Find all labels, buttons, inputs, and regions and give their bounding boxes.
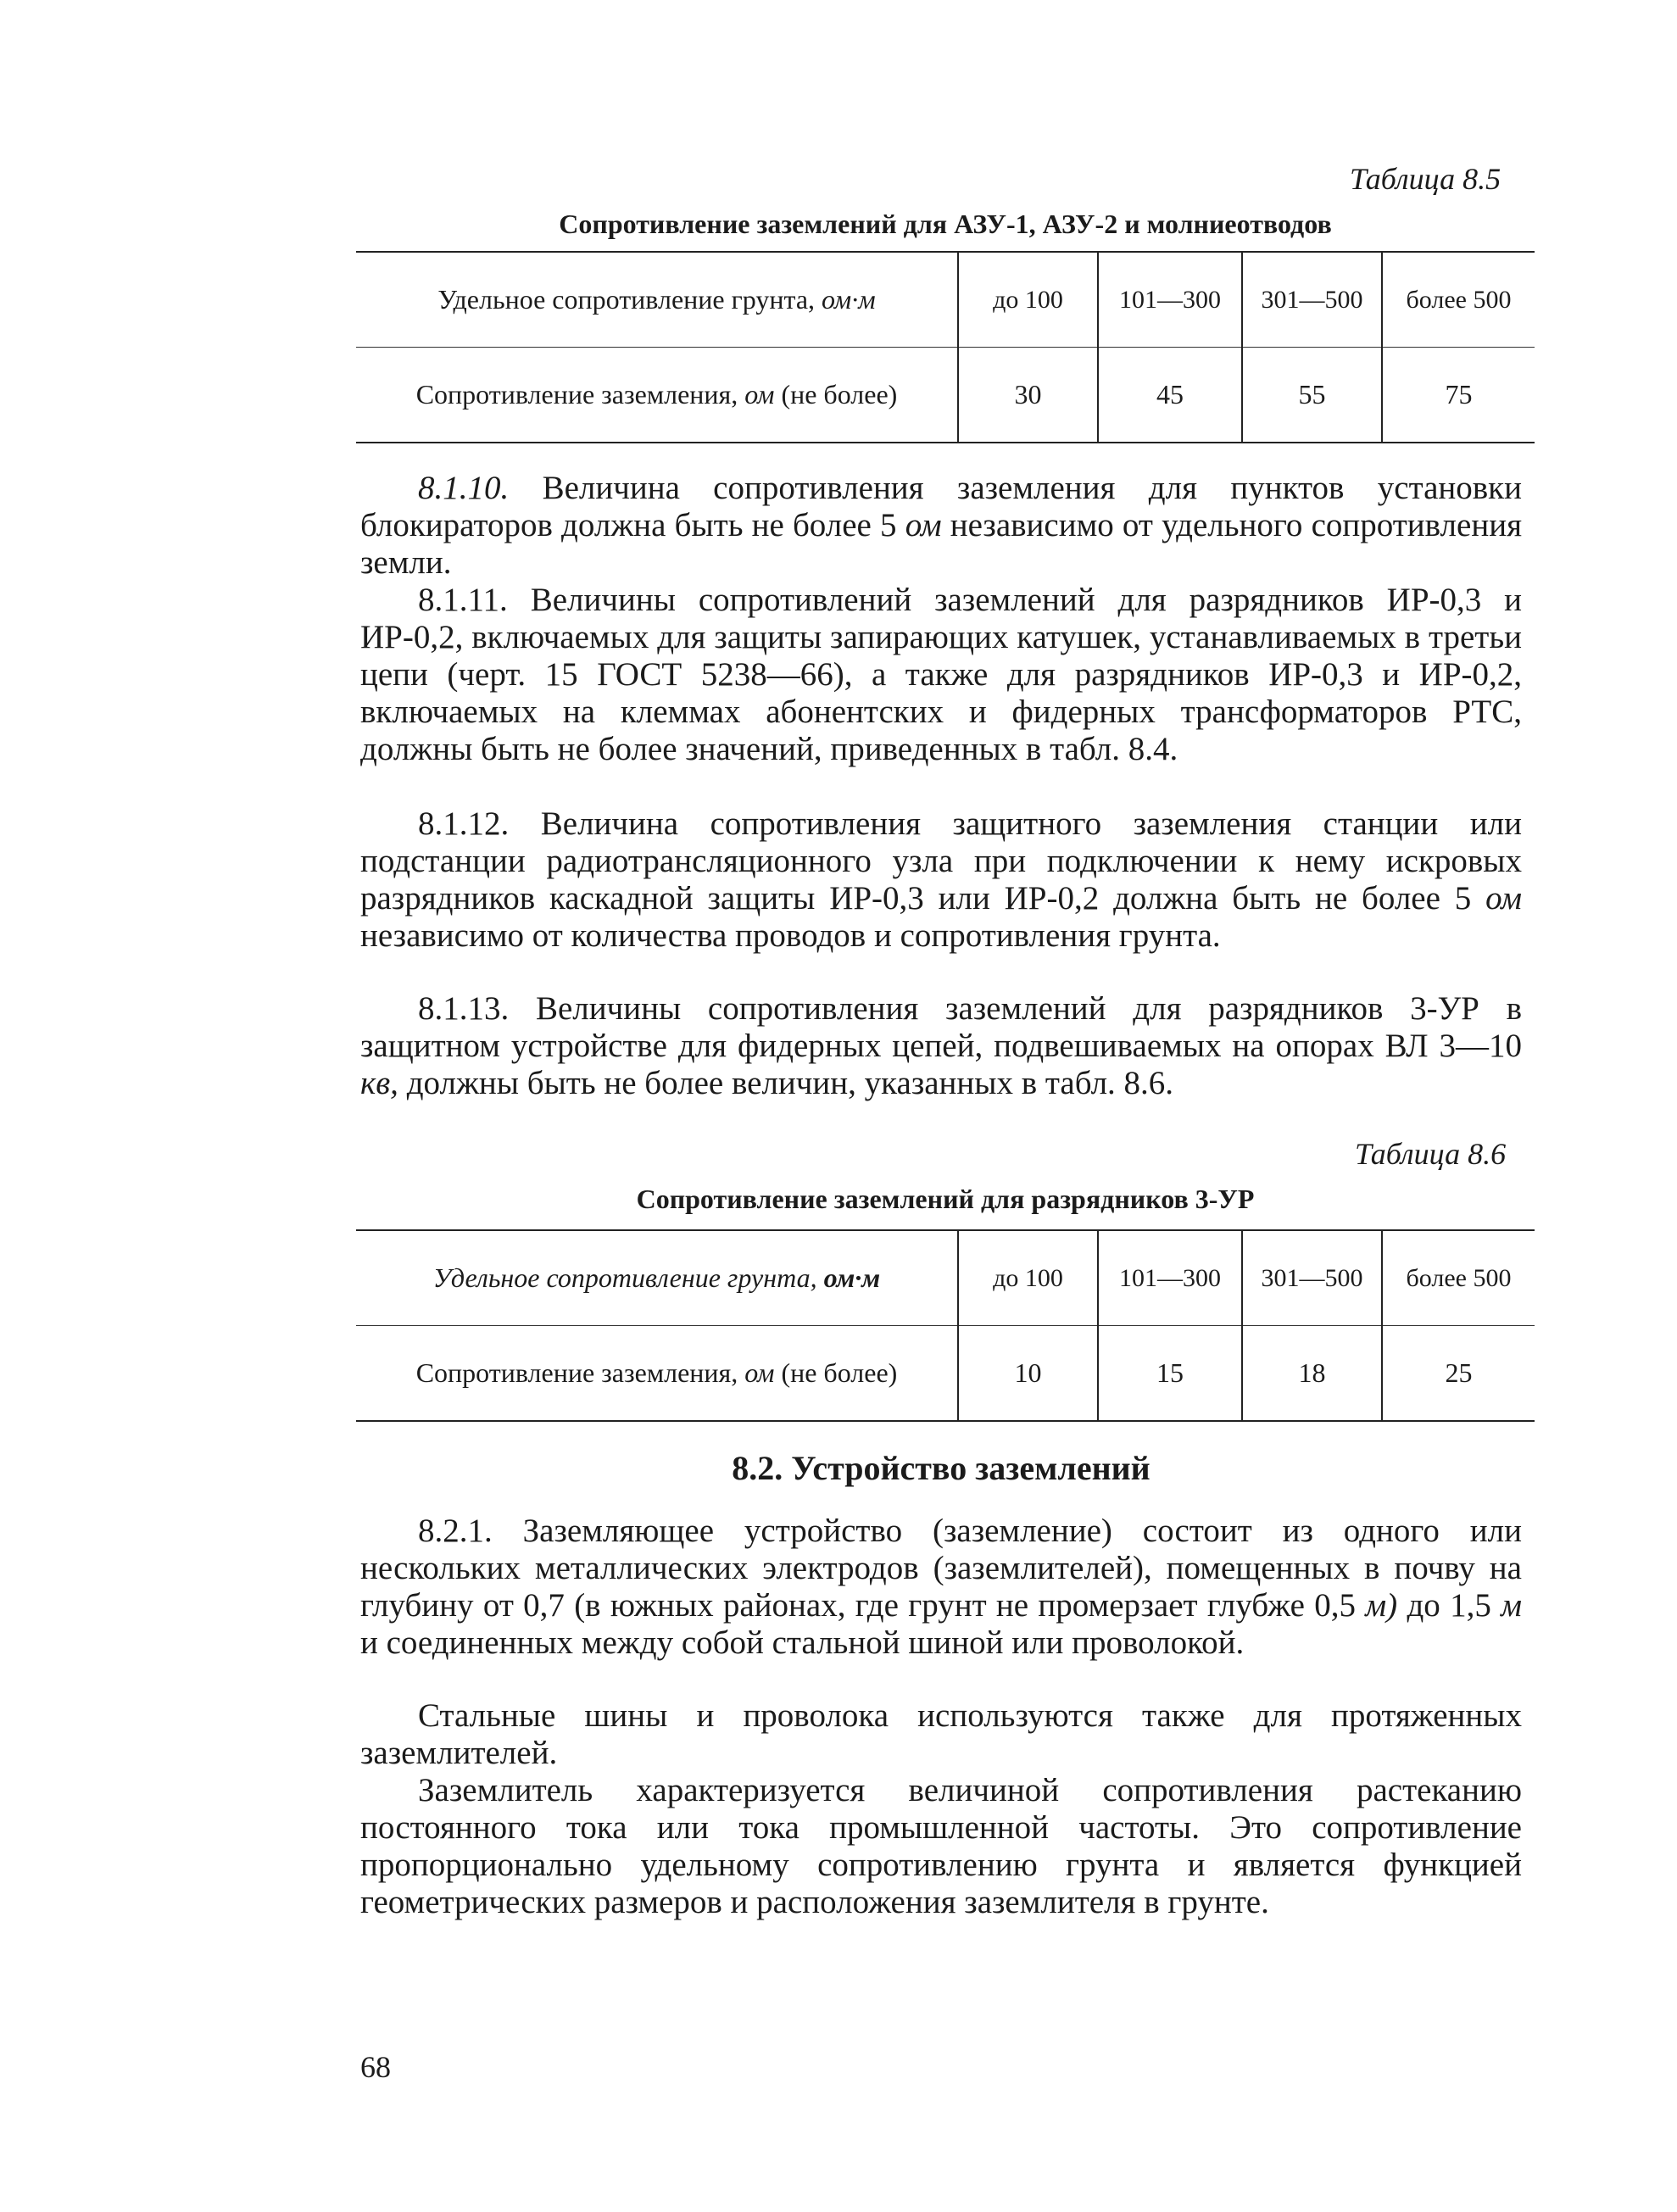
header-cell: 301—500: [1242, 1230, 1382, 1326]
table-row: [356, 1230, 1535, 1326]
table-row: [356, 1326, 1535, 1422]
value-cell: 18: [1242, 1326, 1382, 1422]
value-cell: 45: [1098, 348, 1242, 443]
table-row: [356, 348, 1535, 443]
table-8-6: [356, 1229, 1535, 1422]
row-label: Удельное сопротивление грунта, ом·м: [356, 252, 958, 348]
paragraph-8-1-10: 8.1.10. Величина сопротивления заземления для пунктов установки блокираторов должна быть не более 5 ом независимо от удельного сопротивления земли.: [360, 470, 1523, 581]
section-heading: 8.2. Устройство заземлений: [732, 1449, 1150, 1487]
value-cell: 75: [1382, 348, 1535, 443]
paragraph-8-1-13: 8.1.13. Величины сопротивления заземлений для разрядников 3-УР в защитном устройстве для фидерных цепей, подвешиваемых на опорах ВЛ 3—10 кв, должны быть не более величин, указанных в табл. 8.6.: [360, 990, 1522, 1101]
value-cell: 25: [1382, 1326, 1535, 1422]
table-caption-8-6: Таблица 8.6: [1355, 1137, 1507, 1171]
value-cell: 10: [958, 1326, 1098, 1422]
header-cell: до 100: [958, 252, 1098, 348]
header-cell: 101—300: [1098, 252, 1242, 348]
value-cell: 30: [958, 348, 1098, 443]
table-title-8-6: Сопротивление заземлений для разрядников 3-УР: [636, 1184, 1255, 1214]
header-cell: 101—300: [1098, 1230, 1242, 1326]
header-cell: до 100: [958, 1230, 1098, 1326]
row-label: Сопротивление заземления, ом (не более): [356, 348, 958, 443]
row-label: Удельное сопротивление грунта, ом·м: [356, 1230, 958, 1326]
paragraph-steel-bars: Стальные шины и проволока используются также для протяженных заземлителей.: [360, 1697, 1522, 1771]
header-cell: более 500: [1382, 1230, 1535, 1326]
table-title-8-5: Сопротивление заземлений для АЗУ-1, АЗУ-2 и молниеотводов: [559, 209, 1332, 239]
header-cell: 301—500: [1242, 252, 1382, 348]
header-cell: более 500: [1382, 252, 1535, 348]
value-cell: 15: [1098, 1326, 1242, 1422]
value-cell: 55: [1242, 348, 1382, 443]
table-caption-8-5: Таблица 8.5: [1350, 162, 1502, 196]
paragraph-8-2-1: 8.2.1. Заземляющее устройство (заземление) состоит из одного или нескольких металлических электродов (заземлителей), помещенных в почву на глубину от 0,7 (в южных районах, где грунт не промерзает глубже 0,5 м) до 1,5 м и соединенных между собой стальной шиной или проволокой.: [360, 1513, 1523, 1661]
page-number: 68: [360, 2050, 391, 2084]
paragraph-8-1-11: 8.1.11. Величины сопротивлений заземлений для разрядников ИР-0,3 и ИР-0,2, включаемых для защиты запирающих катушек, устанавливаемых в третьи цепи (черт. 15 ГОСТ 5238—66), а также для разрядников ИР-0,3 и ИР-0,2, включаемых на клеммах абонентских и фидерных трансформаторов РТС, должны быть не более значений, приведенных в табл. 8.4.: [360, 582, 1523, 767]
table-8-5: [356, 251, 1535, 443]
paragraph-8-1-12: 8.1.12. Величина сопротивления защитного заземления станции или подстанции радиотрансляционного узла при подключении к нему искровых разрядников каскадной защиты ИР-0,3 или ИР-0,2 должна быть не более 5 ом независимо от количества проводов и сопротивления грунта.: [360, 805, 1522, 954]
row-label: Сопротивление заземления, ом (не более): [356, 1326, 958, 1422]
paragraph-grounding: Заземлитель характеризуется величиной сопротивления растеканию постоянного тока или тока промышленной частоты. Это сопротивление пропорционально удельному сопротивлению грунта и является функцией геометрических размеров и расположения заземлителя в грунте.: [360, 1772, 1522, 1920]
table-row: [356, 252, 1535, 348]
